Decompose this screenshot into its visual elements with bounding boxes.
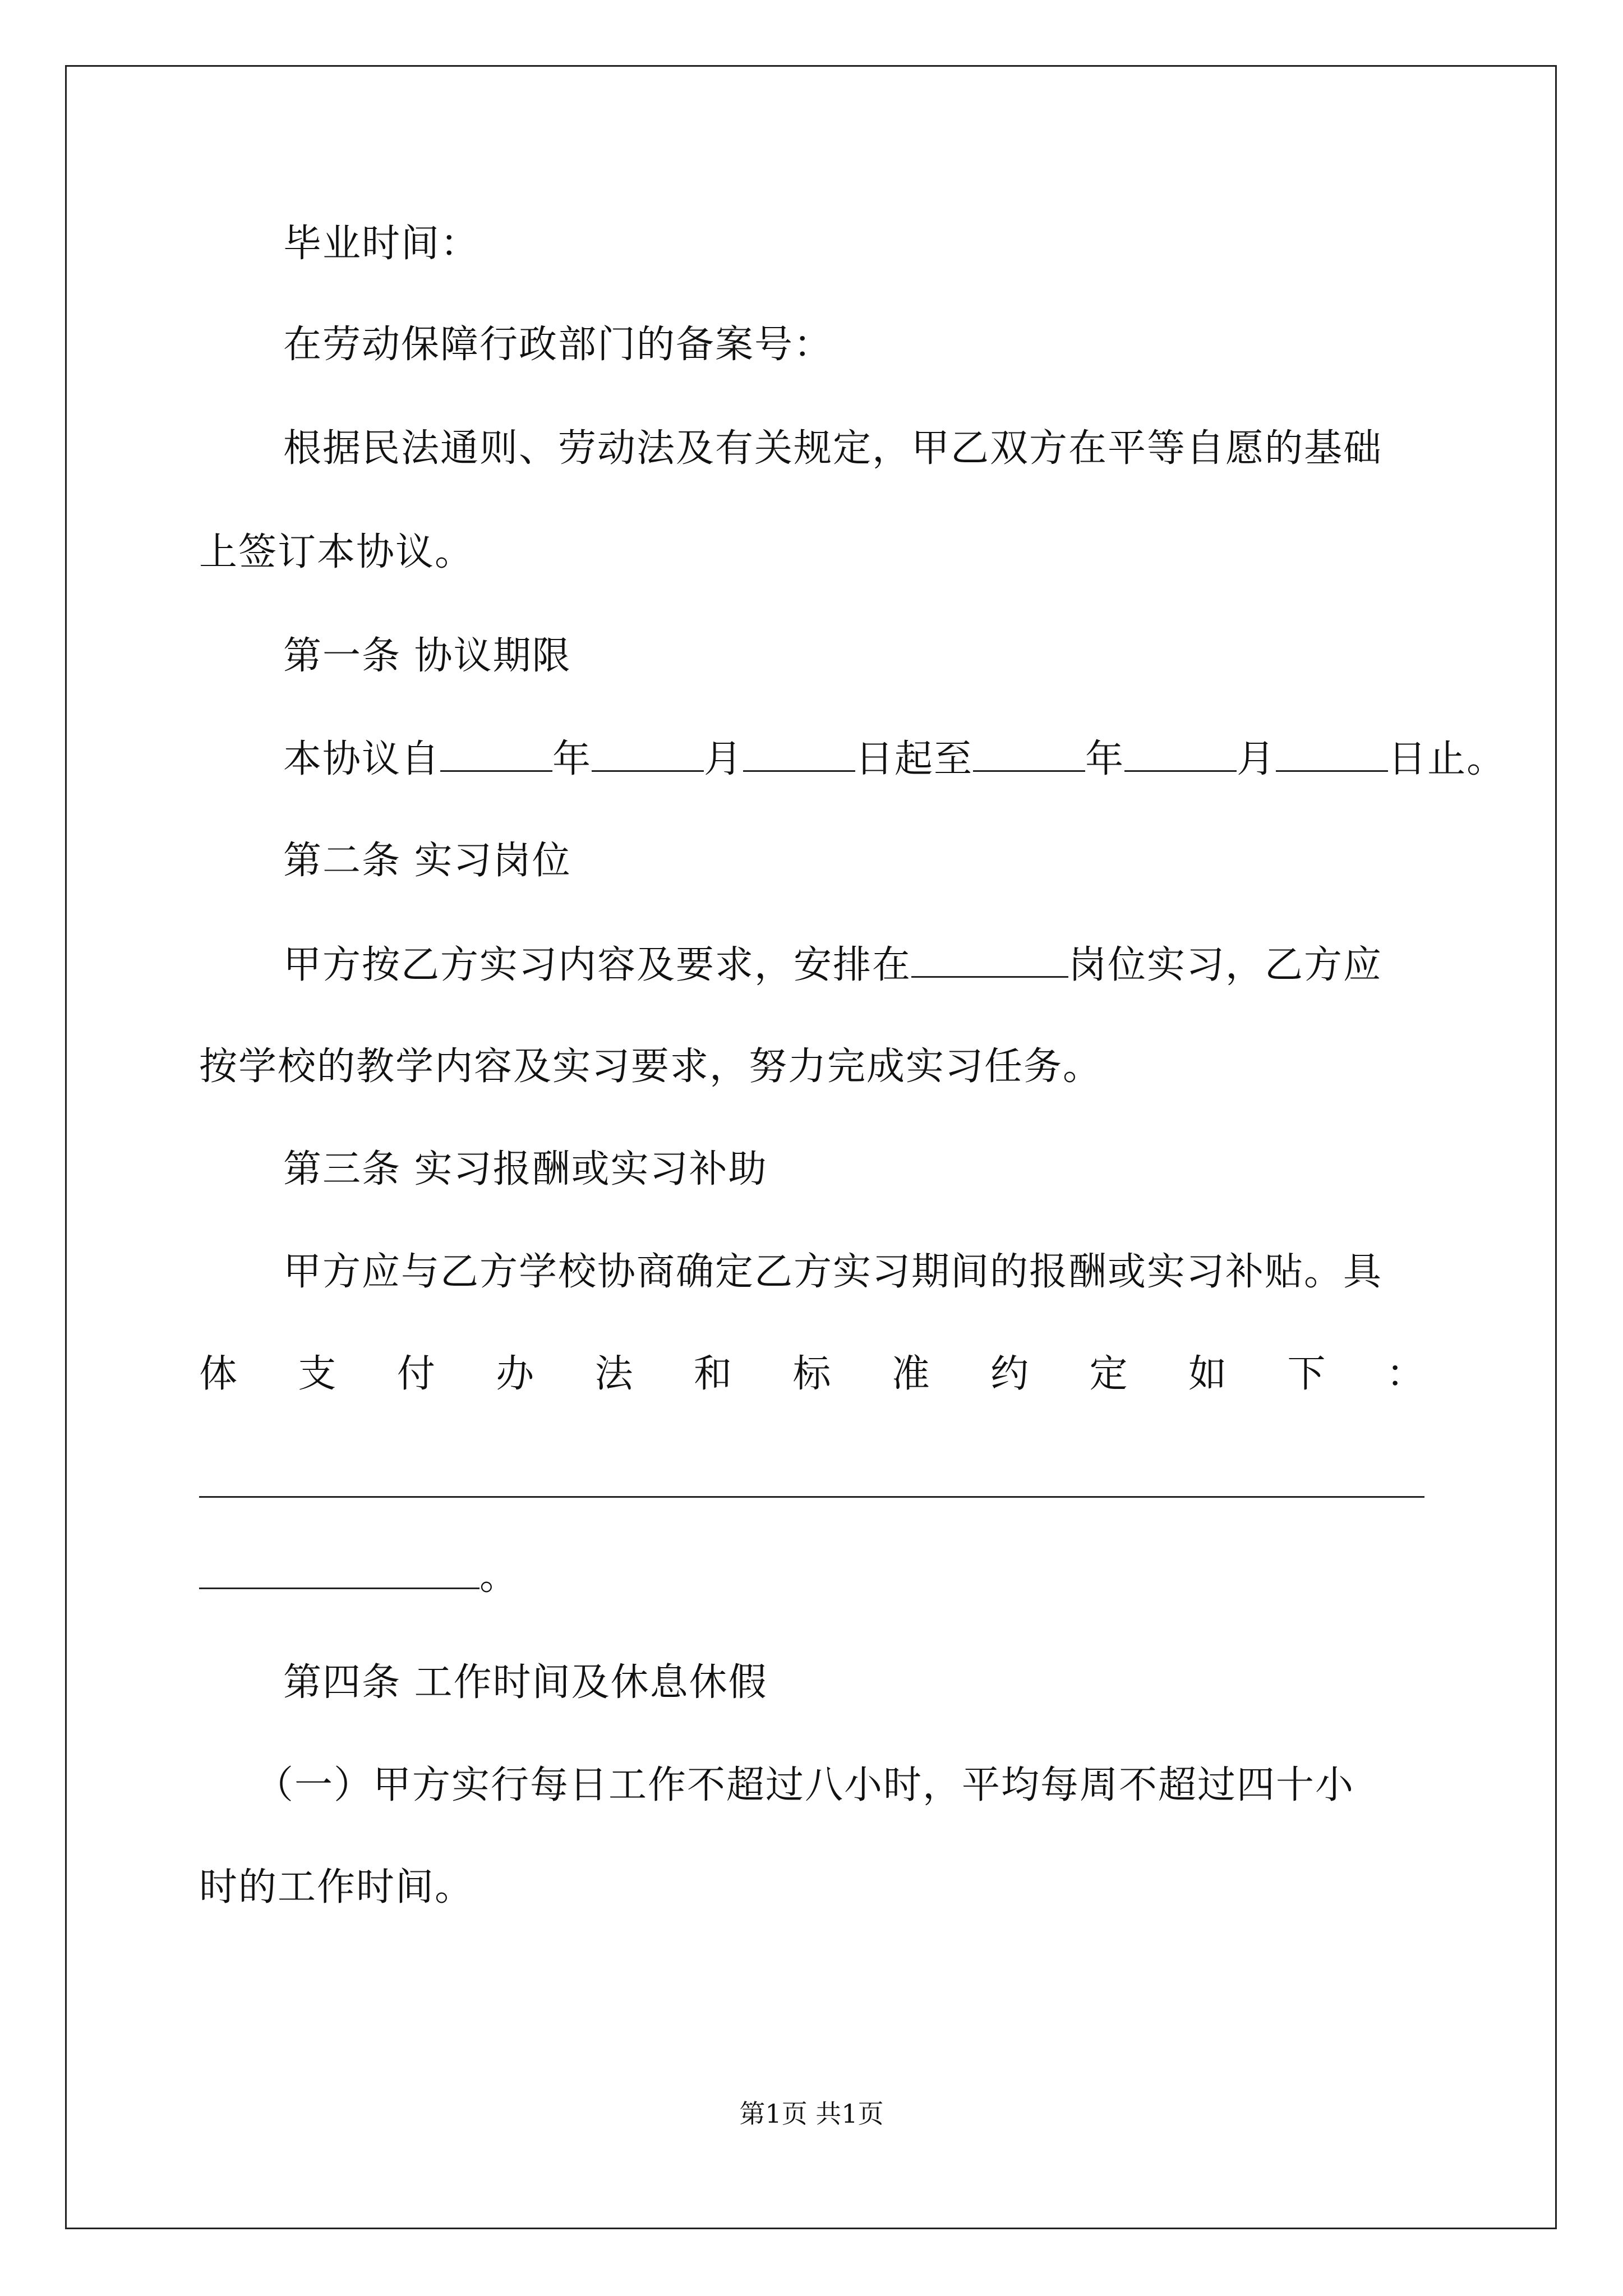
period-mark: 。 (479, 1554, 518, 1599)
start-year-blank (440, 737, 552, 772)
justified-char: 如 (1188, 1352, 1227, 1396)
start-month-blank (592, 737, 704, 772)
article2-text-b: 岗位实习，乙方应 (1068, 943, 1383, 987)
page-footer: 第1页 共1页 (739, 2099, 884, 2129)
article2-title: 第二条 实习岗位 (283, 839, 571, 883)
article2-text-a: 甲方按乙方实习内容及要求，安排在 (283, 943, 912, 987)
month-label-2: 月 (1237, 737, 1276, 781)
justified-char: 定 (1089, 1352, 1128, 1396)
article1-period-line (283, 737, 1506, 782)
justified-char: 下 (1287, 1352, 1326, 1396)
position-blank (911, 942, 1068, 978)
article3-title: 第三条 实习报酬或实习补助 (283, 1147, 768, 1191)
article1-start-text: 本协议自 (283, 737, 441, 781)
article4-title: 第四条 工作时间及休息休假 (283, 1660, 768, 1705)
year-label: 年 (552, 737, 592, 781)
justified-char: 标 (792, 1352, 831, 1396)
year-label-2: 年 (1085, 737, 1125, 781)
article3-line-1: 甲方应与乙方学校协商确定乙方实习期间的报酬或实习补贴。具 (283, 1250, 1383, 1294)
justified-char: 和 (694, 1352, 732, 1396)
end-day-blank (1276, 737, 1388, 772)
record-number-line: 在劳动保障行政部门的备案号： (283, 323, 833, 367)
payment-method-short-rule (199, 1554, 479, 1589)
justified-char: 体 (199, 1352, 238, 1396)
day-label-2: 日止。 (1388, 737, 1506, 781)
basis-line-2: 上签订本协议。 (199, 530, 474, 574)
day-label: 日起至 (855, 737, 974, 781)
article1-title: 第一条 协议期限 (283, 634, 571, 678)
justified-char: 准 (891, 1352, 930, 1396)
article4-line-2: 时的工作时间。 (199, 1865, 474, 1910)
justified-char: 办 (496, 1352, 534, 1396)
article2-line-1 (283, 942, 1382, 988)
payment-method-end (199, 1554, 518, 1599)
justified-char: 支 (298, 1352, 336, 1396)
month-label: 月 (704, 737, 744, 781)
article2-line-2: 按学校的教学内容及实习要求，努力完成实习任务。 (199, 1045, 1103, 1089)
justified-char: 付 (396, 1352, 435, 1396)
justified-char: ： (1386, 1352, 1424, 1396)
end-month-blank (1124, 737, 1237, 772)
start-day-blank (743, 737, 855, 772)
end-year-blank (973, 737, 1085, 772)
payment-method-rule (199, 1496, 1424, 1498)
graduation-time-line: 毕业时间： (283, 222, 480, 266)
basis-line-1: 根据民法通则、劳动法及有关规定，甲乙双方在平等自愿的基础 (283, 426, 1383, 471)
article3-line-2-justified (199, 1352, 1424, 1397)
justified-char: 约 (990, 1352, 1029, 1396)
article4-line-1: （一）甲方实行每日工作不超过八小时，平均每周不超过四十小 (255, 1763, 1355, 1807)
justified-char: 法 (594, 1352, 633, 1396)
